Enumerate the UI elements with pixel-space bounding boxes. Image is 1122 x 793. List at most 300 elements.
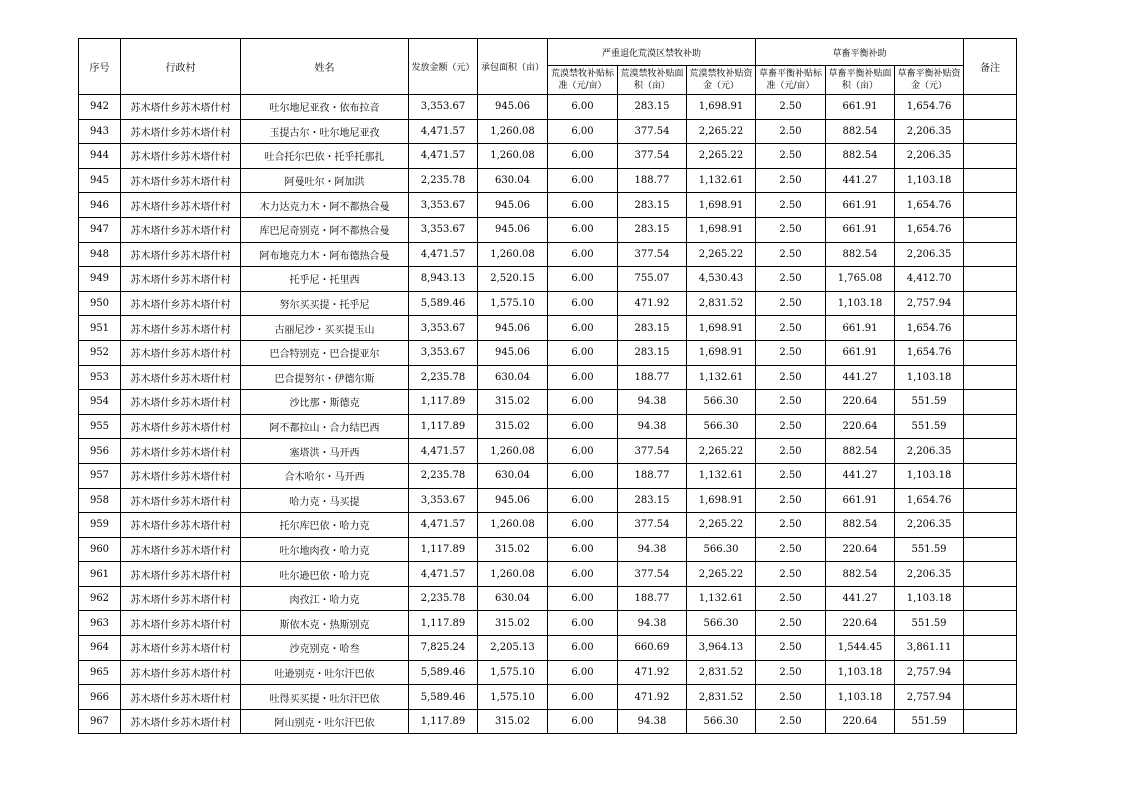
g1-area-cell: 94.38: [618, 709, 687, 734]
g1-area-cell: 377.54: [618, 562, 687, 587]
g2-area-cell: 1,765.08: [826, 267, 895, 292]
name-cell: 玉提古尔・吐尔地尼亚孜: [241, 119, 409, 144]
area-cell: 945.06: [478, 488, 548, 513]
village-cell: 苏木塔什乡苏木塔什村: [121, 611, 241, 636]
amount-cell: 4,471.57: [409, 439, 478, 464]
seq-cell: 947: [79, 217, 121, 242]
name-cell: 巴合提努尔・伊德尔斯: [241, 365, 409, 390]
g2-fund-cell: 2,206.35: [895, 242, 964, 267]
g1-fund-cell: 566.30: [687, 414, 756, 439]
seq-cell: 959: [79, 513, 121, 538]
g2-area-cell: 220.64: [826, 390, 895, 415]
village-cell: 苏木塔什乡苏木塔什村: [121, 586, 241, 611]
g1-area-cell: 377.54: [618, 119, 687, 144]
g1-standard-cell: 6.00: [548, 463, 618, 488]
table-row: [79, 537, 1017, 562]
g2-area-cell: 1,103.18: [826, 291, 895, 316]
amount-cell: 5,589.46: [409, 685, 478, 710]
area-cell: 1,575.10: [478, 685, 548, 710]
area-cell: 945.06: [478, 217, 548, 242]
remark-cell: [964, 168, 1017, 193]
table-row: [79, 636, 1017, 661]
name-cell: 阿曼吐尔・阿加洪: [241, 168, 409, 193]
village-cell: 苏木塔什乡苏木塔什村: [121, 488, 241, 513]
name-cell: 阿山别克・吐尔汗巴依: [241, 709, 409, 734]
name-cell: 哈力克・马买提: [241, 488, 409, 513]
g2-standard-cell: 2.50: [756, 488, 826, 513]
g2-area-cell: 220.64: [826, 414, 895, 439]
g2-standard-cell: 2.50: [756, 340, 826, 365]
g2-area-cell: 1,544.45: [826, 636, 895, 661]
area-cell: 630.04: [478, 365, 548, 390]
name-cell: 巴合特别克・巴合提亚尔: [241, 340, 409, 365]
g1-area-cell: 283.15: [618, 95, 687, 120]
table-row: [79, 95, 1017, 120]
g2-fund-cell: 551.59: [895, 390, 964, 415]
village-cell: 苏木塔什乡苏木塔什村: [121, 562, 241, 587]
amount-cell: 4,471.57: [409, 242, 478, 267]
name-cell: 塞塔洪・马开西: [241, 439, 409, 464]
remark-cell: [964, 709, 1017, 734]
area-cell: 2,205.13: [478, 636, 548, 661]
g2-fund-cell: 1,103.18: [895, 168, 964, 193]
g1-fund-cell: 1,132.61: [687, 463, 756, 488]
g1-fund-cell: 2,831.52: [687, 660, 756, 685]
village-cell: 苏木塔什乡苏木塔什村: [121, 95, 241, 120]
seq-cell: 942: [79, 95, 121, 120]
g1-standard-cell: 6.00: [548, 636, 618, 661]
g1-fund-cell: 566.30: [687, 390, 756, 415]
name-cell: 斯依木克・热斯别克: [241, 611, 409, 636]
village-cell: 苏木塔什乡苏木塔什村: [121, 193, 241, 218]
g2-area-cell: 882.54: [826, 513, 895, 538]
table-row: [79, 586, 1017, 611]
table-row: [79, 168, 1017, 193]
seq-cell: 960: [79, 537, 121, 562]
g2-standard-cell: 2.50: [756, 95, 826, 120]
g2-standard-cell: 2.50: [756, 390, 826, 415]
g2-fund-cell: 1,654.76: [895, 340, 964, 365]
name-cell: 托尔库巴依・哈力克: [241, 513, 409, 538]
remark-cell: [964, 242, 1017, 267]
g2-fund-cell: 1,654.76: [895, 316, 964, 341]
remark-cell: [964, 291, 1017, 316]
g1-standard-cell: 6.00: [548, 586, 618, 611]
table-row: [79, 660, 1017, 685]
seq-cell: 945: [79, 168, 121, 193]
village-cell: 苏木塔什乡苏木塔什村: [121, 340, 241, 365]
area-cell: 630.04: [478, 168, 548, 193]
area-cell: 945.06: [478, 193, 548, 218]
g2-area-cell: 882.54: [826, 242, 895, 267]
g1-fund-cell: 2,265.22: [687, 439, 756, 464]
area-cell: 1,260.08: [478, 562, 548, 587]
g1-standard-cell: 6.00: [548, 685, 618, 710]
g1-area-cell: 471.92: [618, 660, 687, 685]
g1-area-cell: 188.77: [618, 463, 687, 488]
g1-fund-cell: 2,265.22: [687, 562, 756, 587]
g2-area-cell: 661.91: [826, 316, 895, 341]
g1-area-cell: 377.54: [618, 513, 687, 538]
name-cell: 吐尔地肉孜・哈力克: [241, 537, 409, 562]
seq-cell: 962: [79, 586, 121, 611]
village-cell: 苏木塔什乡苏木塔什村: [121, 513, 241, 538]
col-header-g2-fund: 草畜平衡补贴资金（元）: [895, 66, 964, 95]
g2-area-cell: 441.27: [826, 586, 895, 611]
col-header-remark: 备注: [964, 39, 1017, 95]
g1-fund-cell: 1,132.61: [687, 365, 756, 390]
g2-area-cell: 220.64: [826, 537, 895, 562]
area-cell: 315.02: [478, 537, 548, 562]
village-cell: 苏木塔什乡苏木塔什村: [121, 168, 241, 193]
village-cell: 苏木塔什乡苏木塔什村: [121, 463, 241, 488]
g1-standard-cell: 6.00: [548, 168, 618, 193]
table-row: [79, 414, 1017, 439]
g1-fund-cell: 2,265.22: [687, 242, 756, 267]
amount-cell: 8,943.13: [409, 267, 478, 292]
amount-cell: 4,471.57: [409, 513, 478, 538]
seq-cell: 951: [79, 316, 121, 341]
g2-standard-cell: 2.50: [756, 709, 826, 734]
g2-fund-cell: 1,103.18: [895, 365, 964, 390]
g2-standard-cell: 2.50: [756, 365, 826, 390]
g1-fund-cell: 2,831.52: [687, 291, 756, 316]
g2-area-cell: 220.64: [826, 611, 895, 636]
g2-fund-cell: 1,654.76: [895, 488, 964, 513]
name-cell: 阿不都拉山・合力结巴西: [241, 414, 409, 439]
g1-area-cell: 283.15: [618, 217, 687, 242]
village-cell: 苏木塔什乡苏木塔什村: [121, 636, 241, 661]
g1-fund-cell: 566.30: [687, 611, 756, 636]
g1-area-cell: 283.15: [618, 488, 687, 513]
g2-area-cell: 882.54: [826, 119, 895, 144]
seq-cell: 954: [79, 390, 121, 415]
g1-fund-cell: 2,265.22: [687, 119, 756, 144]
g1-area-cell: 471.92: [618, 685, 687, 710]
g2-standard-cell: 2.50: [756, 291, 826, 316]
g1-area-cell: 755.07: [618, 267, 687, 292]
g1-area-cell: 94.38: [618, 414, 687, 439]
name-cell: 木力达克力木・阿不都热合曼: [241, 193, 409, 218]
g1-fund-cell: 1,698.91: [687, 193, 756, 218]
area-cell: 1,575.10: [478, 660, 548, 685]
name-cell: 沙克别克・哈叁: [241, 636, 409, 661]
seq-cell: 958: [79, 488, 121, 513]
subsidy-table: [78, 38, 1017, 734]
g2-area-cell: 661.91: [826, 217, 895, 242]
amount-cell: 1,117.89: [409, 709, 478, 734]
table-row: [79, 513, 1017, 538]
remark-cell: [964, 439, 1017, 464]
seq-cell: 957: [79, 463, 121, 488]
table-body: [79, 95, 1017, 734]
amount-cell: 2,235.78: [409, 365, 478, 390]
g2-standard-cell: 2.50: [756, 316, 826, 341]
amount-cell: 3,353.67: [409, 193, 478, 218]
col-header-seq: 序号: [79, 39, 121, 95]
table-row: [79, 463, 1017, 488]
name-cell: 吐合托尔巴依・托乎托那扎: [241, 144, 409, 169]
g1-fund-cell: 1,698.91: [687, 340, 756, 365]
g2-fund-cell: 2,206.35: [895, 144, 964, 169]
col-header-g2-standard: 草畜平衡补贴标准（元/亩）: [756, 66, 826, 95]
g2-fund-cell: 2,206.35: [895, 119, 964, 144]
amount-cell: 1,117.89: [409, 537, 478, 562]
seq-cell: 955: [79, 414, 121, 439]
col-header-area: 承包面积（亩）: [478, 39, 548, 95]
table-row: [79, 242, 1017, 267]
seq-cell: 949: [79, 267, 121, 292]
g1-fund-cell: 1,698.91: [687, 217, 756, 242]
seq-cell: 961: [79, 562, 121, 587]
g1-standard-cell: 6.00: [548, 709, 618, 734]
g2-area-cell: 661.91: [826, 488, 895, 513]
amount-cell: 1,117.89: [409, 414, 478, 439]
table-row: [79, 709, 1017, 734]
table-row: [79, 340, 1017, 365]
col-header-amount: 发放金额（元）: [409, 39, 478, 95]
g1-standard-cell: 6.00: [548, 660, 618, 685]
amount-cell: 7,825.24: [409, 636, 478, 661]
amount-cell: 3,353.67: [409, 95, 478, 120]
seq-cell: 953: [79, 365, 121, 390]
amount-cell: 4,471.57: [409, 562, 478, 587]
area-cell: 315.02: [478, 611, 548, 636]
g2-area-cell: 882.54: [826, 144, 895, 169]
g2-standard-cell: 2.50: [756, 439, 826, 464]
remark-cell: [964, 340, 1017, 365]
g1-standard-cell: 6.00: [548, 119, 618, 144]
area-cell: 1,260.08: [478, 119, 548, 144]
g1-standard-cell: 6.00: [548, 144, 618, 169]
g2-area-cell: 882.54: [826, 439, 895, 464]
group-header-grass-livestock-balance: 草畜平衡补助: [756, 39, 964, 66]
g1-standard-cell: 6.00: [548, 611, 618, 636]
g2-standard-cell: 2.50: [756, 463, 826, 488]
remark-cell: [964, 267, 1017, 292]
g2-area-cell: 661.91: [826, 340, 895, 365]
remark-cell: [964, 193, 1017, 218]
g1-area-cell: 283.15: [618, 340, 687, 365]
g1-fund-cell: 1,698.91: [687, 316, 756, 341]
seq-cell: 952: [79, 340, 121, 365]
village-cell: 苏木塔什乡苏木塔什村: [121, 144, 241, 169]
remark-cell: [964, 95, 1017, 120]
g2-fund-cell: 1,654.76: [895, 217, 964, 242]
g1-standard-cell: 6.00: [548, 340, 618, 365]
col-header-name: 姓名: [241, 39, 409, 95]
table-row: [79, 193, 1017, 218]
g1-area-cell: 471.92: [618, 291, 687, 316]
village-cell: 苏木塔什乡苏木塔什村: [121, 242, 241, 267]
area-cell: 945.06: [478, 95, 548, 120]
name-cell: 吐得买买提・吐尔汗巴依: [241, 685, 409, 710]
g2-area-cell: 1,103.18: [826, 685, 895, 710]
name-cell: 努尔买买提・托乎尼: [241, 291, 409, 316]
name-cell: 库巴尼奇别克・阿不都热合曼: [241, 217, 409, 242]
name-cell: 吐尔逊巴依・哈力克: [241, 562, 409, 587]
g2-area-cell: 882.54: [826, 562, 895, 587]
g1-standard-cell: 6.00: [548, 488, 618, 513]
seq-cell: 967: [79, 709, 121, 734]
village-cell: 苏木塔什乡苏木塔什村: [121, 709, 241, 734]
village-cell: 苏木塔什乡苏木塔什村: [121, 119, 241, 144]
name-cell: 吐逊别克・吐尔汗巴依: [241, 660, 409, 685]
amount-cell: 1,117.89: [409, 390, 478, 415]
g1-fund-cell: 1,132.61: [687, 586, 756, 611]
g2-area-cell: 1,103.18: [826, 660, 895, 685]
g2-fund-cell: 551.59: [895, 611, 964, 636]
g2-standard-cell: 2.50: [756, 267, 826, 292]
g2-standard-cell: 2.50: [756, 119, 826, 144]
g1-area-cell: 94.38: [618, 537, 687, 562]
g1-area-cell: 660.69: [618, 636, 687, 661]
g1-area-cell: 188.77: [618, 586, 687, 611]
g2-fund-cell: 551.59: [895, 709, 964, 734]
g2-fund-cell: 2,206.35: [895, 562, 964, 587]
village-cell: 苏木塔什乡苏木塔什村: [121, 316, 241, 341]
g2-area-cell: 441.27: [826, 463, 895, 488]
g2-standard-cell: 2.50: [756, 414, 826, 439]
name-cell: 合木哈尔・马开西: [241, 463, 409, 488]
g1-fund-cell: 2,265.22: [687, 144, 756, 169]
g2-fund-cell: 551.59: [895, 537, 964, 562]
remark-cell: [964, 144, 1017, 169]
g2-fund-cell: 2,757.94: [895, 291, 964, 316]
g1-area-cell: 94.38: [618, 611, 687, 636]
g2-area-cell: 220.64: [826, 709, 895, 734]
remark-cell: [964, 119, 1017, 144]
area-cell: 1,260.08: [478, 144, 548, 169]
remark-cell: [964, 365, 1017, 390]
g1-standard-cell: 6.00: [548, 390, 618, 415]
g1-fund-cell: 3,964.13: [687, 636, 756, 661]
seq-cell: 964: [79, 636, 121, 661]
g2-fund-cell: 1,103.18: [895, 586, 964, 611]
g2-area-cell: 441.27: [826, 365, 895, 390]
name-cell: 古丽尼沙・买买提玉山: [241, 316, 409, 341]
village-cell: 苏木塔什乡苏木塔什村: [121, 439, 241, 464]
g1-fund-cell: 1,698.91: [687, 95, 756, 120]
table-row: [79, 390, 1017, 415]
g1-area-cell: 377.54: [618, 439, 687, 464]
village-cell: 苏木塔什乡苏木塔什村: [121, 537, 241, 562]
g1-area-cell: 283.15: [618, 316, 687, 341]
amount-cell: 4,471.57: [409, 119, 478, 144]
g2-fund-cell: 2,206.35: [895, 513, 964, 538]
g1-standard-cell: 6.00: [548, 316, 618, 341]
village-cell: 苏木塔什乡苏木塔什村: [121, 660, 241, 685]
g2-standard-cell: 2.50: [756, 242, 826, 267]
g2-fund-cell: 2,757.94: [895, 685, 964, 710]
village-cell: 苏木塔什乡苏木塔什村: [121, 685, 241, 710]
area-cell: 945.06: [478, 316, 548, 341]
remark-cell: [964, 316, 1017, 341]
remark-cell: [964, 414, 1017, 439]
amount-cell: 5,589.46: [409, 660, 478, 685]
table-row: [79, 291, 1017, 316]
g2-standard-cell: 2.50: [756, 144, 826, 169]
seq-cell: 948: [79, 242, 121, 267]
table-row: [79, 562, 1017, 587]
village-cell: 苏木塔什乡苏木塔什村: [121, 291, 241, 316]
g1-standard-cell: 6.00: [548, 217, 618, 242]
g1-fund-cell: 566.30: [687, 709, 756, 734]
g2-area-cell: 661.91: [826, 193, 895, 218]
g2-fund-cell: 1,654.76: [895, 95, 964, 120]
remark-cell: [964, 586, 1017, 611]
area-cell: 1,260.08: [478, 513, 548, 538]
area-cell: 2,520.15: [478, 267, 548, 292]
village-cell: 苏木塔什乡苏木塔什村: [121, 217, 241, 242]
seq-cell: 963: [79, 611, 121, 636]
amount-cell: 4,471.57: [409, 144, 478, 169]
g1-fund-cell: 4,530.43: [687, 267, 756, 292]
area-cell: 1,260.08: [478, 439, 548, 464]
table-row: [79, 365, 1017, 390]
g1-standard-cell: 6.00: [548, 193, 618, 218]
table-row: [79, 217, 1017, 242]
remark-cell: [964, 562, 1017, 587]
village-cell: 苏木塔什乡苏木塔什村: [121, 390, 241, 415]
g1-standard-cell: 6.00: [548, 414, 618, 439]
col-header-g1-fund: 荒漠禁牧补贴资金（元）: [687, 66, 756, 95]
g1-area-cell: 188.77: [618, 365, 687, 390]
area-cell: 315.02: [478, 709, 548, 734]
remark-cell: [964, 463, 1017, 488]
group-header-desert-grazing-ban: 严重退化荒漠区禁牧补助: [548, 39, 756, 66]
g2-standard-cell: 2.50: [756, 537, 826, 562]
amount-cell: 3,353.67: [409, 488, 478, 513]
area-cell: 945.06: [478, 340, 548, 365]
seq-cell: 965: [79, 660, 121, 685]
g2-standard-cell: 2.50: [756, 636, 826, 661]
name-cell: 阿布地克力木・阿布德热合曼: [241, 242, 409, 267]
col-header-g1-standard: 荒漠禁牧补贴标准（元/亩）: [548, 66, 618, 95]
remark-cell: [964, 660, 1017, 685]
g2-area-cell: 441.27: [826, 168, 895, 193]
area-cell: 630.04: [478, 586, 548, 611]
village-cell: 苏木塔什乡苏木塔什村: [121, 414, 241, 439]
remark-cell: [964, 537, 1017, 562]
g1-standard-cell: 6.00: [548, 291, 618, 316]
g2-fund-cell: 2,206.35: [895, 439, 964, 464]
table-row: [79, 144, 1017, 169]
g1-area-cell: 94.38: [618, 390, 687, 415]
seq-cell: 943: [79, 119, 121, 144]
seq-cell: 966: [79, 685, 121, 710]
seq-cell: 946: [79, 193, 121, 218]
g2-fund-cell: 4,412.70: [895, 267, 964, 292]
remark-cell: [964, 636, 1017, 661]
col-header-g2-area: 草畜平衡补贴面积（亩）: [826, 66, 895, 95]
village-cell: 苏木塔什乡苏木塔什村: [121, 365, 241, 390]
col-header-g1-area: 荒漠禁牧补贴面积（亩）: [618, 66, 687, 95]
remark-cell: [964, 513, 1017, 538]
g1-area-cell: 377.54: [618, 242, 687, 267]
g2-standard-cell: 2.50: [756, 611, 826, 636]
area-cell: 315.02: [478, 390, 548, 415]
amount-cell: 1,117.89: [409, 611, 478, 636]
amount-cell: 2,235.78: [409, 168, 478, 193]
g1-standard-cell: 6.00: [548, 439, 618, 464]
seq-cell: 944: [79, 144, 121, 169]
amount-cell: 2,235.78: [409, 586, 478, 611]
g1-area-cell: 188.77: [618, 168, 687, 193]
remark-cell: [964, 488, 1017, 513]
g2-standard-cell: 2.50: [756, 168, 826, 193]
remark-cell: [964, 685, 1017, 710]
